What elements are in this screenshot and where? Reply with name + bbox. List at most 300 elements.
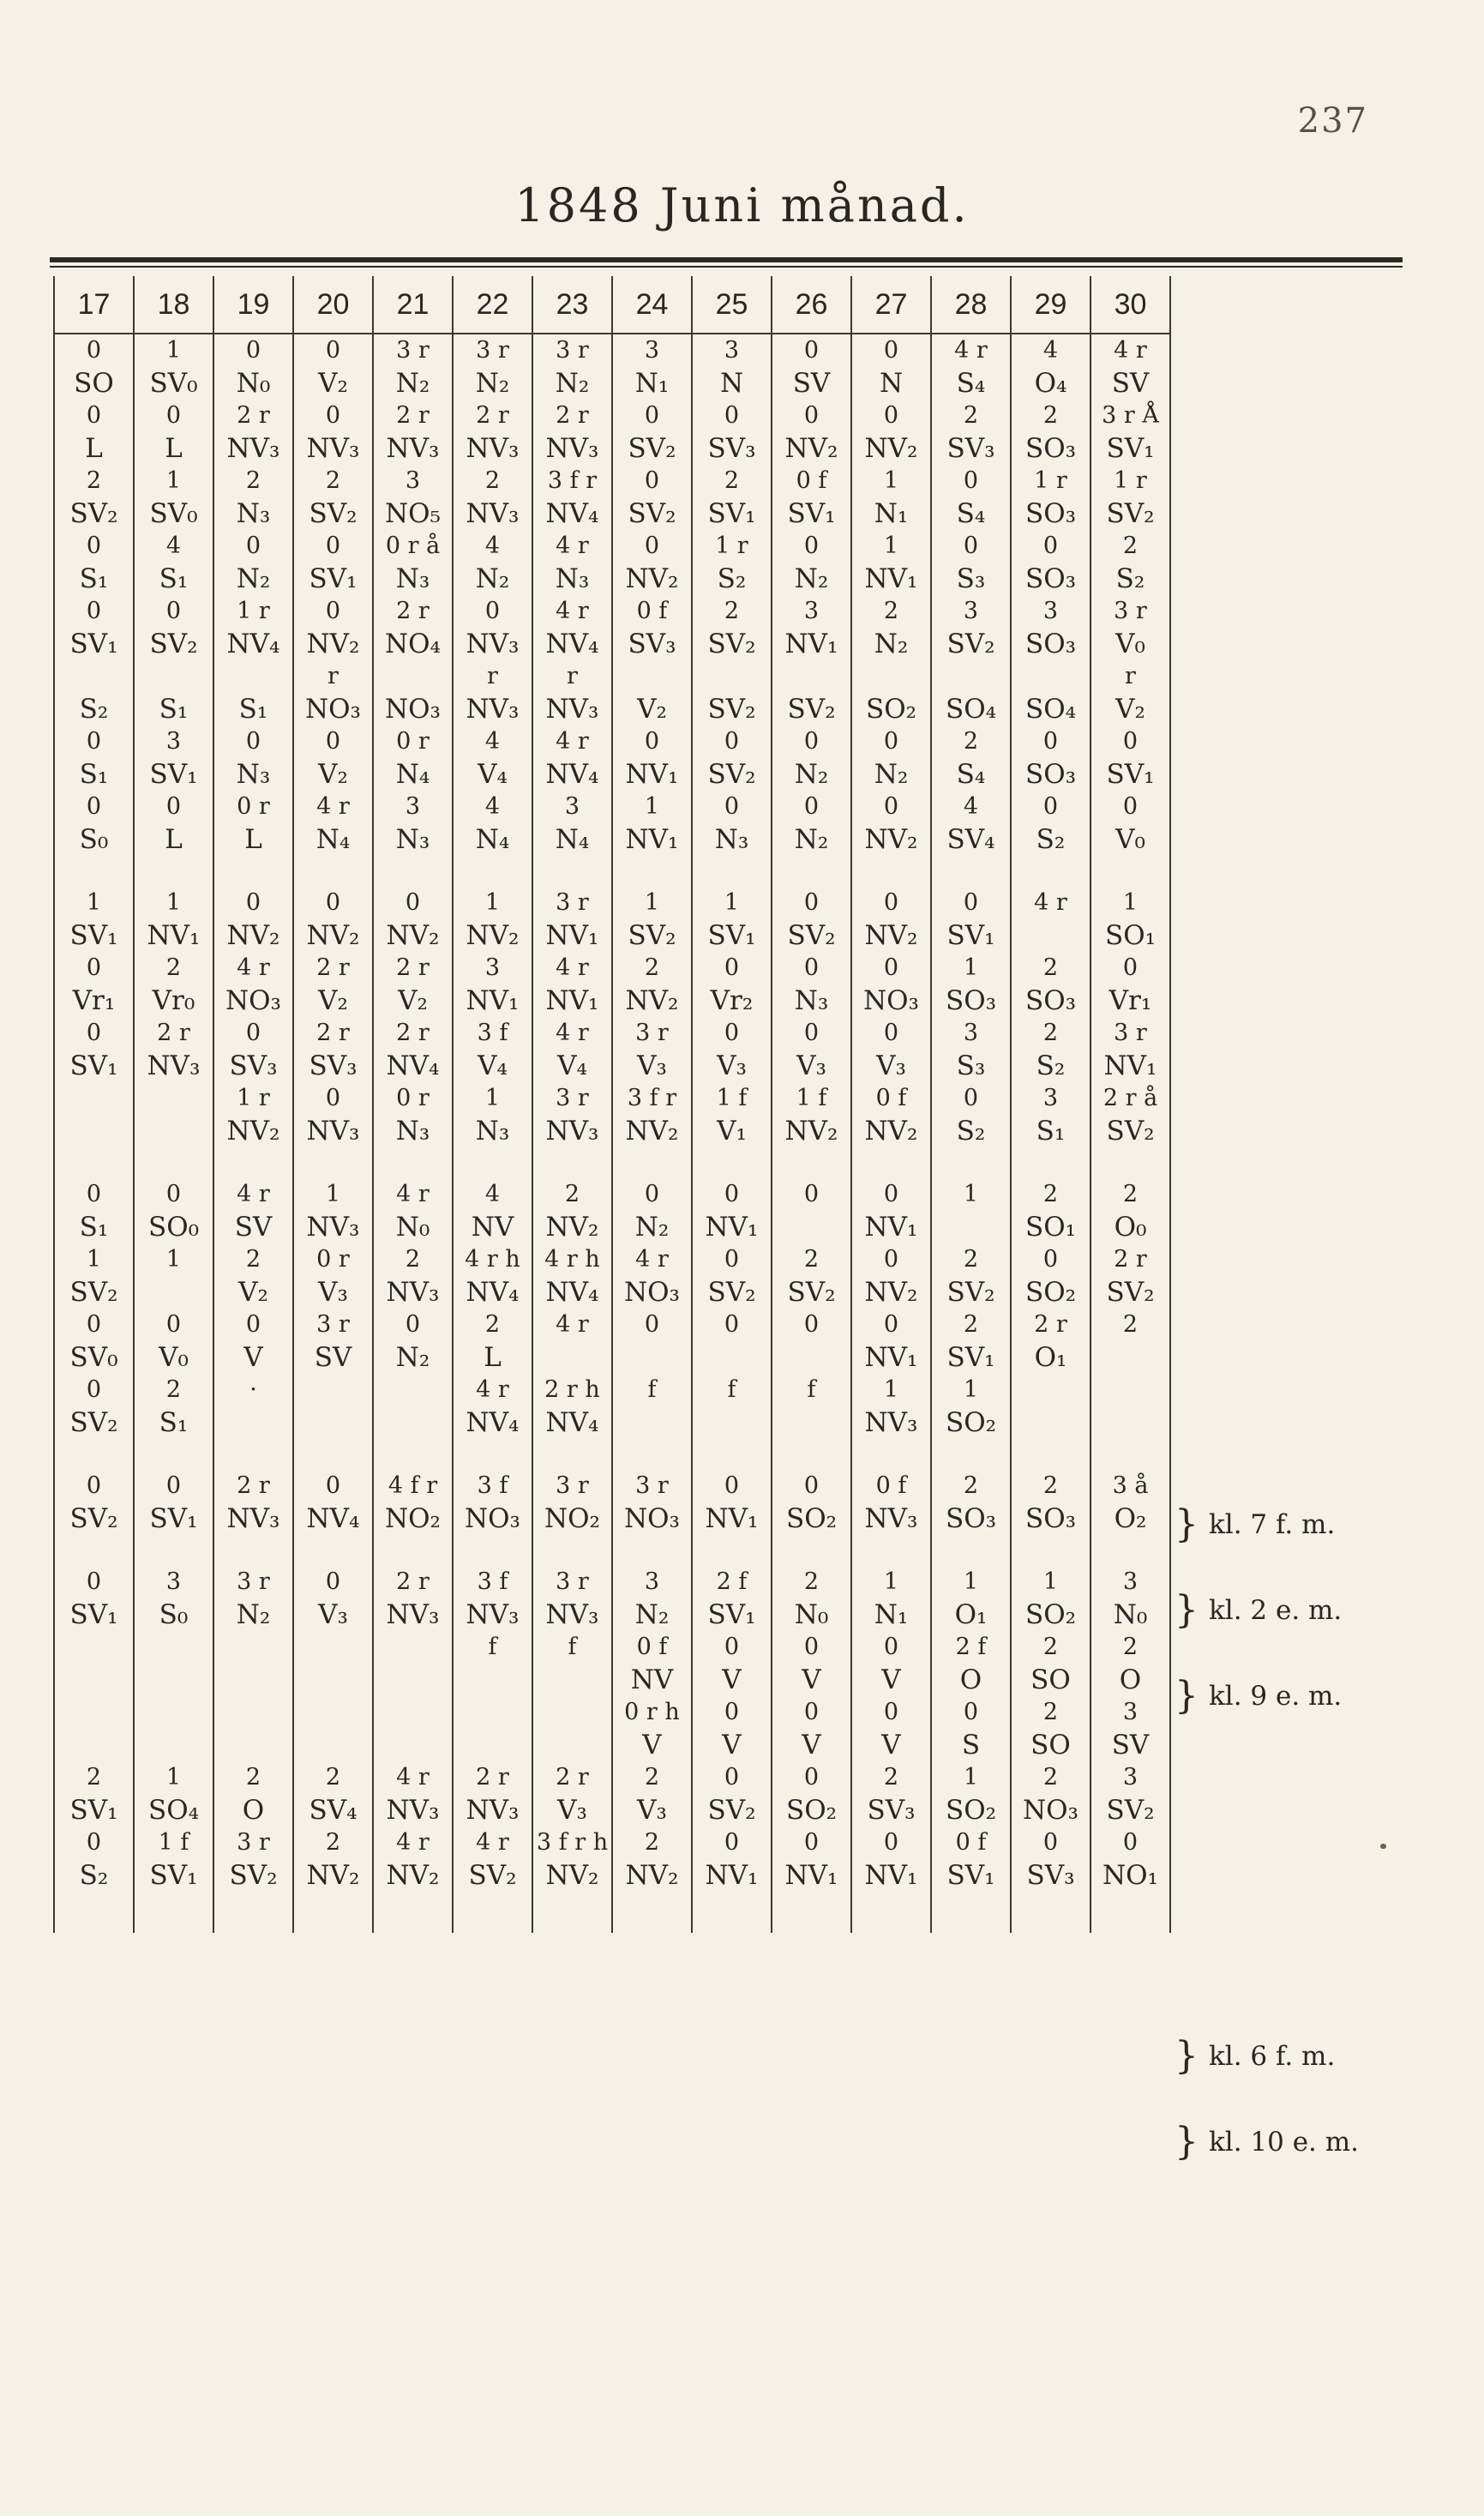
wind-value: NV₂ bbox=[864, 1277, 918, 1308]
cloud-value: 0 bbox=[803, 1472, 820, 1499]
cloud-value: 2 bbox=[245, 1764, 261, 1791]
wind-value: NV₄ bbox=[466, 1407, 520, 1438]
cloud-value bbox=[135, 1631, 213, 1664]
wind-value: S₁ bbox=[159, 563, 189, 594]
gap-cell bbox=[692, 1535, 772, 1566]
wind-value: NV₃ bbox=[466, 629, 520, 659]
observation-cell bbox=[532, 952, 612, 1017]
wind-value: V₂ bbox=[238, 1277, 268, 1308]
wind-value: NV₂ bbox=[306, 629, 360, 659]
cloud-value: 3 r bbox=[556, 1085, 589, 1111]
observation-cell bbox=[54, 791, 134, 856]
time-note bbox=[1175, 1585, 1343, 1632]
cloud-value: 0 bbox=[883, 1311, 899, 1338]
wind-value bbox=[55, 1729, 133, 1761]
observation-cell bbox=[213, 1761, 293, 1827]
empty-cell bbox=[931, 1892, 1011, 1933]
wind-value: L bbox=[165, 433, 183, 464]
cloud-value bbox=[1012, 660, 1090, 693]
wind-value: NV₃ bbox=[226, 433, 280, 464]
observation-cell bbox=[532, 1470, 612, 1535]
gap-cell bbox=[54, 1535, 134, 1566]
observation-cell bbox=[213, 660, 293, 725]
observation-cell bbox=[1011, 1696, 1090, 1761]
wind-value: N₃ bbox=[236, 759, 271, 790]
observation-cell bbox=[453, 530, 532, 595]
gap-cell bbox=[772, 1535, 851, 1566]
wind-value: V bbox=[881, 1730, 901, 1761]
table-row bbox=[54, 952, 1170, 1017]
day-header-24: 24 bbox=[612, 276, 692, 334]
observation-cell bbox=[54, 334, 134, 400]
cloud-value bbox=[55, 1631, 133, 1664]
observation-cell bbox=[1090, 1243, 1170, 1309]
wind-value: N₄ bbox=[315, 824, 351, 855]
wind-value bbox=[1012, 919, 1090, 952]
cloud-value: 3 f r bbox=[547, 467, 598, 494]
cloud-value: 2 r bbox=[316, 1020, 350, 1046]
gap-cell bbox=[1090, 1535, 1170, 1566]
cloud-value: 2 r bbox=[157, 1020, 190, 1046]
wind-value: S₄ bbox=[956, 368, 986, 399]
observation-cell bbox=[612, 400, 692, 465]
observation-cell bbox=[1090, 1374, 1170, 1439]
wind-value: NV bbox=[630, 1664, 674, 1695]
observation-cell bbox=[373, 595, 453, 660]
cloud-value: 1 r bbox=[237, 598, 270, 624]
wind-value: V₃ bbox=[557, 1795, 587, 1826]
observation-cell bbox=[293, 1017, 373, 1082]
wind-value: V₂ bbox=[318, 985, 348, 1016]
observation-cell bbox=[293, 1566, 373, 1631]
gap-cell bbox=[134, 1439, 213, 1470]
observation-cell bbox=[134, 1309, 213, 1374]
observation-cell bbox=[54, 400, 134, 465]
wind-value: NV₂ bbox=[386, 1860, 440, 1891]
brace-icon: } bbox=[1175, 2120, 1199, 2164]
gap-cell bbox=[931, 856, 1011, 887]
wind-value: SO₃ bbox=[1024, 498, 1077, 529]
wind-value: L bbox=[85, 433, 103, 464]
observation-cell bbox=[612, 791, 692, 856]
observation-cell bbox=[612, 1761, 692, 1827]
wind-value: S bbox=[961, 1730, 981, 1761]
wind-value: S₁ bbox=[159, 1407, 189, 1438]
observation-cell bbox=[612, 1566, 692, 1631]
wind-value: NV₂ bbox=[306, 1860, 360, 1891]
observation-cell bbox=[532, 530, 612, 595]
wind-value: NO₃ bbox=[225, 985, 281, 1016]
wind-value: NO₃ bbox=[1023, 1795, 1078, 1826]
cloud-value: 2 r bbox=[396, 598, 430, 624]
cloud-value: 2 bbox=[1122, 533, 1139, 559]
cloud-value: 1 bbox=[963, 1376, 979, 1403]
cloud-value: 2 bbox=[165, 954, 182, 981]
observation-cell bbox=[54, 1178, 134, 1243]
observation-cell bbox=[931, 1374, 1011, 1439]
observation-cell bbox=[772, 1566, 851, 1631]
cloud-value: 3 r bbox=[476, 337, 509, 364]
cloud-value: 3 bbox=[165, 1568, 182, 1595]
cloud-value: 2 bbox=[644, 1764, 660, 1791]
wind-value: N₀ bbox=[794, 1599, 829, 1630]
cloud-value: 0 r h bbox=[624, 1699, 680, 1725]
observation-table bbox=[53, 276, 1171, 1933]
wind-value: SV₂ bbox=[787, 920, 836, 951]
wind-value: SV₀ bbox=[149, 368, 198, 399]
observation-cell bbox=[612, 887, 692, 952]
wind-value: NO₃ bbox=[465, 1503, 520, 1534]
observation-cell bbox=[532, 334, 612, 400]
wind-value: NO₄ bbox=[385, 629, 441, 659]
cloud-value bbox=[294, 1374, 372, 1406]
header-rule-thin bbox=[50, 266, 1403, 268]
wind-value: V₄ bbox=[478, 759, 508, 790]
observation-cell bbox=[851, 887, 931, 952]
observation-cell bbox=[293, 400, 373, 465]
observation-cell bbox=[54, 595, 134, 660]
cloud-value: 0 bbox=[883, 728, 899, 755]
observation-cell bbox=[1011, 791, 1090, 856]
wind-value: NV₂ bbox=[864, 433, 918, 464]
wind-value: NV₁ bbox=[545, 985, 599, 1016]
observation-cell bbox=[373, 465, 453, 530]
wind-value: SV₃ bbox=[309, 1050, 357, 1081]
wind-value: SO₃ bbox=[1024, 759, 1077, 790]
observation-cell bbox=[213, 400, 293, 465]
wind-value: NV₂ bbox=[864, 920, 918, 951]
wind-value: SV₂ bbox=[707, 759, 756, 790]
cloud-value bbox=[294, 1631, 372, 1664]
cloud-value: 1 f bbox=[796, 1085, 827, 1111]
wind-value bbox=[55, 1664, 133, 1696]
wind-value: S₃ bbox=[956, 1050, 986, 1081]
cloud-value: 1 bbox=[883, 1568, 899, 1595]
observation-cell bbox=[612, 1827, 692, 1892]
wind-value: SV₂ bbox=[1106, 1795, 1155, 1826]
wind-value: SV₁ bbox=[946, 1860, 995, 1891]
observation-cell bbox=[1011, 1017, 1090, 1082]
cloud-value bbox=[135, 660, 213, 693]
wind-value: NV₂ bbox=[226, 920, 280, 951]
gap-cell bbox=[134, 856, 213, 887]
cloud-value: 1 bbox=[963, 1181, 979, 1207]
observation-cell bbox=[612, 1696, 692, 1761]
observation-cell bbox=[1011, 660, 1090, 725]
header-rule-thick bbox=[50, 257, 1403, 262]
cloud-value: 0 bbox=[963, 1085, 979, 1111]
wind-value: V bbox=[881, 1664, 901, 1695]
observation-cell bbox=[373, 334, 453, 400]
observation-cell bbox=[1090, 660, 1170, 725]
observation-cell bbox=[373, 952, 453, 1017]
observation-cell bbox=[851, 1243, 931, 1309]
wind-value: SV₃ bbox=[946, 433, 995, 464]
wind-value: N₃ bbox=[794, 985, 829, 1016]
gap-cell bbox=[851, 856, 931, 887]
observation-cell bbox=[134, 725, 213, 791]
cloud-value: 1 bbox=[963, 1568, 979, 1595]
cloud-value: 2 bbox=[86, 1764, 102, 1791]
wind-value: SO₂ bbox=[865, 694, 917, 725]
observation-cell bbox=[692, 952, 772, 1017]
table-row bbox=[54, 660, 1170, 725]
wind-value: SV₂ bbox=[69, 498, 118, 529]
wind-value bbox=[533, 1341, 611, 1374]
observation-cell bbox=[134, 1566, 213, 1631]
observation-cell bbox=[134, 660, 213, 725]
wind-value: N₂ bbox=[475, 563, 510, 594]
observation-cell bbox=[1090, 1470, 1170, 1535]
wind-value: NV₃ bbox=[864, 1407, 918, 1438]
wind-value: N₂ bbox=[395, 1342, 430, 1373]
cloud-value: 3 bbox=[1042, 598, 1059, 624]
cloud-value: 2 r bbox=[237, 402, 270, 429]
cloud-value: 3 r bbox=[635, 1472, 669, 1499]
wind-value: SO₄ bbox=[945, 694, 997, 725]
wind-value: S₁ bbox=[159, 694, 189, 725]
wind-value: SV₁ bbox=[149, 1860, 198, 1891]
wind-value: NV₃ bbox=[545, 1116, 599, 1147]
cloud-value: 2 bbox=[1042, 1634, 1059, 1660]
time-note bbox=[1175, 1670, 1343, 1718]
observation-cell bbox=[134, 595, 213, 660]
gap-cell bbox=[532, 1439, 612, 1470]
cloud-value bbox=[214, 1631, 292, 1664]
wind-value: NV₂ bbox=[784, 1116, 838, 1147]
cloud-value: 2 r bbox=[1034, 1311, 1067, 1338]
cloud-value: 0 bbox=[1122, 954, 1139, 981]
observation-cell bbox=[1011, 1631, 1090, 1696]
cloud-value: 2 bbox=[963, 402, 979, 429]
table-row bbox=[54, 1082, 1170, 1147]
observation-cell bbox=[692, 1827, 772, 1892]
cloud-value: 1 f bbox=[158, 1829, 189, 1856]
wind-value: V bbox=[722, 1730, 742, 1761]
cloud-value: 0 bbox=[883, 1829, 899, 1856]
cloud-value: 3 bbox=[1122, 1568, 1139, 1595]
observation-cell bbox=[772, 1470, 851, 1535]
day-header-25: 25 bbox=[692, 276, 772, 334]
observation-cell bbox=[851, 1827, 931, 1892]
observation-cell bbox=[373, 725, 453, 791]
observation-cell bbox=[851, 465, 931, 530]
cloud-value: 0 bbox=[1042, 728, 1059, 755]
observation-cell bbox=[453, 1827, 532, 1892]
observation-cell bbox=[692, 660, 772, 725]
observation-cell bbox=[1011, 1470, 1090, 1535]
cloud-value: 0 bbox=[724, 1699, 740, 1725]
empty-cell bbox=[54, 1892, 134, 1933]
observation-cell bbox=[1090, 887, 1170, 952]
wind-value: NV₁ bbox=[864, 1342, 918, 1373]
wind-value: SV₂ bbox=[946, 1277, 995, 1308]
observation-cell bbox=[772, 791, 851, 856]
cloud-value: 0 bbox=[724, 1181, 740, 1207]
observation-cell bbox=[213, 887, 293, 952]
cloud-value: 0 bbox=[724, 728, 740, 755]
observation-cell bbox=[293, 334, 373, 400]
wind-value: NV₁ bbox=[705, 1503, 759, 1534]
wind-value: SV₁ bbox=[69, 629, 118, 659]
cloud-value: 0 bbox=[883, 1181, 899, 1207]
wind-value: NV₃ bbox=[466, 694, 520, 725]
observation-cell bbox=[612, 1309, 692, 1374]
cloud-value bbox=[533, 1696, 611, 1729]
observation-cell bbox=[453, 952, 532, 1017]
wind-value: Vr₀ bbox=[152, 985, 195, 1016]
wind-value: SO₄ bbox=[1024, 694, 1077, 725]
wind-value: S₀ bbox=[79, 824, 109, 855]
cloud-value: 1 bbox=[165, 1764, 182, 1791]
cloud-value: r bbox=[567, 663, 578, 689]
observation-cell bbox=[213, 1566, 293, 1631]
wind-value: SV₁ bbox=[69, 1599, 118, 1630]
observation-cell bbox=[293, 465, 373, 530]
wind-value: SV₁ bbox=[69, 920, 118, 951]
gap-cell bbox=[692, 1147, 772, 1178]
wind-value: S₁ bbox=[79, 1212, 109, 1243]
wind-value: V₃ bbox=[318, 1599, 348, 1630]
cloud-value: 3 r bbox=[316, 1311, 350, 1338]
observation-cell bbox=[1011, 595, 1090, 660]
observation-cell bbox=[373, 1631, 453, 1696]
observation-cell bbox=[1090, 465, 1170, 530]
wind-value: NO₂ bbox=[544, 1503, 600, 1534]
wind-value: N₂ bbox=[395, 368, 430, 399]
brace-icon: } bbox=[1175, 2034, 1199, 2078]
cloud-value: 3 r bbox=[556, 889, 589, 916]
wind-value: N₂ bbox=[236, 563, 271, 594]
cloud-value: 2 bbox=[564, 1181, 580, 1207]
gap-cell bbox=[1011, 1147, 1090, 1178]
wind-value: SV₁ bbox=[1106, 759, 1155, 790]
observation-cell bbox=[213, 1631, 293, 1696]
cloud-value: r bbox=[327, 663, 339, 689]
cloud-value: 0 bbox=[803, 533, 820, 559]
observation-cell bbox=[1090, 1309, 1170, 1374]
observation-cell bbox=[532, 1243, 612, 1309]
wind-value bbox=[135, 1664, 213, 1696]
wind-value: V₃ bbox=[876, 1050, 906, 1081]
cloud-value: 2 bbox=[963, 1472, 979, 1499]
wind-value: NV₁ bbox=[1103, 1050, 1157, 1081]
wind-value: NO₂ bbox=[385, 1503, 441, 1534]
wind-value: SV₁ bbox=[946, 920, 995, 951]
cloud-value: 0 bbox=[883, 402, 899, 429]
table-row bbox=[54, 334, 1170, 400]
wind-value: S₄ bbox=[956, 759, 986, 790]
observation-cell bbox=[213, 952, 293, 1017]
cloud-value: 3 f r h bbox=[536, 1829, 609, 1856]
cloud-value: 0 bbox=[724, 1764, 740, 1791]
observation-cell bbox=[373, 1178, 453, 1243]
cloud-value: 4 r bbox=[1114, 337, 1147, 364]
observation-cell bbox=[772, 1374, 851, 1439]
cloud-value: 2 bbox=[325, 467, 341, 494]
observation-cell bbox=[612, 465, 692, 530]
cloud-value: 0 bbox=[245, 1020, 261, 1046]
observation-cell bbox=[373, 400, 453, 465]
empty-cell bbox=[1090, 1892, 1170, 1933]
cloud-value: 2 bbox=[1122, 1634, 1139, 1660]
cloud-value bbox=[374, 1696, 452, 1729]
wind-value: NV₁ bbox=[147, 920, 201, 951]
empty-cell bbox=[453, 1892, 532, 1933]
cloud-value: 0 bbox=[724, 1311, 740, 1338]
cloud-value: 0 bbox=[803, 1764, 820, 1791]
wind-value: L bbox=[165, 824, 183, 855]
cloud-value: 3 bbox=[564, 793, 580, 820]
time-note bbox=[1175, 2116, 1360, 2164]
cloud-value: 0 bbox=[86, 1311, 102, 1338]
day-header-row bbox=[54, 276, 1170, 334]
cloud-value: 2 r bbox=[237, 1472, 270, 1499]
table-row bbox=[54, 595, 1170, 660]
observation-cell bbox=[931, 952, 1011, 1017]
observation-cell bbox=[931, 887, 1011, 952]
wind-value: SO₃ bbox=[1024, 985, 1077, 1016]
table-row bbox=[54, 1827, 1170, 1892]
observation-cell bbox=[931, 1696, 1011, 1761]
cloud-value bbox=[932, 660, 1010, 693]
wind-value: SV₁ bbox=[149, 759, 198, 790]
wind-value: NO₃ bbox=[863, 985, 919, 1016]
cloud-value: 0 bbox=[803, 402, 820, 429]
wind-value: V₀ bbox=[1115, 824, 1145, 855]
observation-cell bbox=[134, 465, 213, 530]
cloud-value: 2 r bbox=[556, 402, 589, 429]
observation-cell bbox=[213, 595, 293, 660]
wind-value: NV₁ bbox=[625, 824, 679, 855]
cloud-value: 2 bbox=[325, 1764, 341, 1791]
wind-value: SV₂ bbox=[149, 629, 198, 659]
wind-value: NV bbox=[471, 1212, 514, 1243]
cloud-value: 2 bbox=[245, 467, 261, 494]
cloud-value: 3 bbox=[1122, 1699, 1139, 1725]
gap-cell bbox=[612, 1147, 692, 1178]
observation-cell bbox=[851, 952, 931, 1017]
observation-cell bbox=[851, 1566, 931, 1631]
wind-value: NV₂ bbox=[386, 920, 440, 951]
wind-value bbox=[214, 1664, 292, 1696]
wind-value: N₂ bbox=[634, 1212, 670, 1243]
cloud-value: 3 bbox=[963, 598, 979, 624]
observation-cell bbox=[134, 1374, 213, 1439]
observation-cell bbox=[612, 725, 692, 791]
wind-value: SO bbox=[1030, 1664, 1071, 1695]
cloud-value: 0 bbox=[803, 337, 820, 364]
wind-value bbox=[374, 1664, 452, 1696]
wind-value: NO₅ bbox=[385, 498, 441, 529]
observation-cell bbox=[692, 595, 772, 660]
cloud-value: 1 bbox=[86, 889, 102, 916]
observation-cell bbox=[1011, 1309, 1090, 1374]
observation-cell bbox=[931, 1309, 1011, 1374]
observation-cell bbox=[54, 1696, 134, 1761]
observation-cell bbox=[293, 1827, 373, 1892]
observation-cell bbox=[612, 1243, 692, 1309]
cloud-value: 2 bbox=[484, 1311, 501, 1338]
brace-icon: } bbox=[1175, 1588, 1199, 1632]
observation-cell bbox=[373, 1761, 453, 1827]
wind-value: V bbox=[722, 1664, 742, 1695]
observation-cell bbox=[772, 887, 851, 952]
gap-cell bbox=[213, 1439, 293, 1470]
cloud-value: 0 bbox=[1042, 793, 1059, 820]
wind-value bbox=[772, 1211, 850, 1243]
wind-value: SV₂ bbox=[628, 920, 676, 951]
